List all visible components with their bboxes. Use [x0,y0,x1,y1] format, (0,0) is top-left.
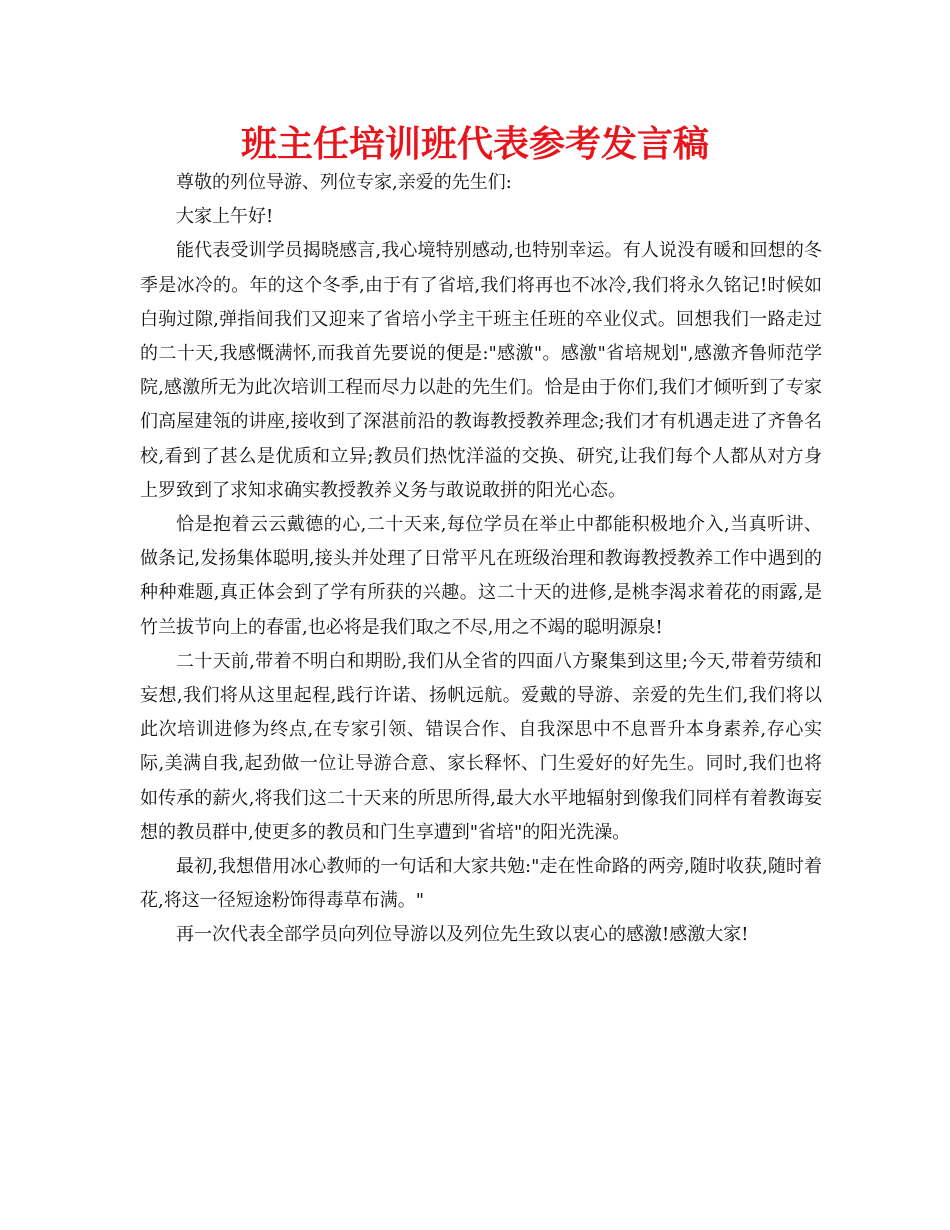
salutation-paragraph: 尊敬的列位导游、列位专家,亲爱的先生们: [176,172,512,193]
body-paragraph-1: 能代表受训学员揭晓感言,我心境特别感动,也特别幸运。有人说没有暖和回想的冬季是冰冷的。年的这个冬季,由于有了省培,我们将再也不冰冷,我们将永久铭记!时候如白驹过隙,弹指间我们又迎来了省培小学主干班主任班的卒业仪式。回想我们一路走过的二十天,我感慨满怀,而我首先要说的便是:"感激"。感激"省培规划",感激齐鲁师范学院,感激所无为此次培训工程而尽力以赴的先生们。恰是由于你们,我们才倾听到了专家们高屋建瓴的讲座,接收到了深湛前沿的教诲教授教养理念;我们才有机遇走进了齐鲁名校,看到了甚么是优质和立异;教员们热忱洋溢的交换、研究,让我们每个人都从对方身上罗致到了求知求确实教授教养义务与敢说敢拼的阳光心态。 [140,240,822,501]
closing-paragraph: 再一次代表全部学员向列位导游以及列位先生致以衷心的感激!感激大家! [176,924,749,946]
body-paragraph-2: 恰是抱着云云戴德的心,二十天来,每位学员在举止中都能积极地介入,当真听讲、做条记,发扬集体聪明,接头并处理了日常平凡在班级治理和教诲教授教养工作中遇到的种种难题,真正体会到了学有所获的兴趣。这二十天的进修,是桃李渴求着花的雨露,是竹兰拔节向上的春雷,也必将是我们取之不尽,用之不竭的聪明源泉! [140,514,822,638]
document-body [140,166,822,953]
greeting-paragraph: 大家上午好! [176,206,274,228]
body-paragraph-4: 最初,我想借用冰心教师的一句话和大家共勉:"走在性命路的两旁,随时收获,随时着花,将这一径短途粉饰得毒草布满。" [140,856,822,912]
body-paragraph-3: 二十天前,带着不明白和期盼,我们从全省的四面八方聚集到这里;今天,带着劳绩和妄想,我们将从这里起程,践行许诺、扬帆远航。爱戴的导游、亲爱的先生们,我们将以此次培训进修为终点,在专家引领、错误合作、自我深思中不息晋升本身素养,存心实际,美满自我,起劲做一位让导游合意、家长释怀、门生爱好的好先生。同时,我们也将如传承的薪火,将我们这二十天来的所思所得,最大水平地辐射到像我们同样有着教诲妄想的教员群中,使更多的教员和门生享遭到"省培"的阳光洗澡。 [140,650,822,843]
document-title: 班主任培训班代表参考发言稿 [240,124,709,165]
